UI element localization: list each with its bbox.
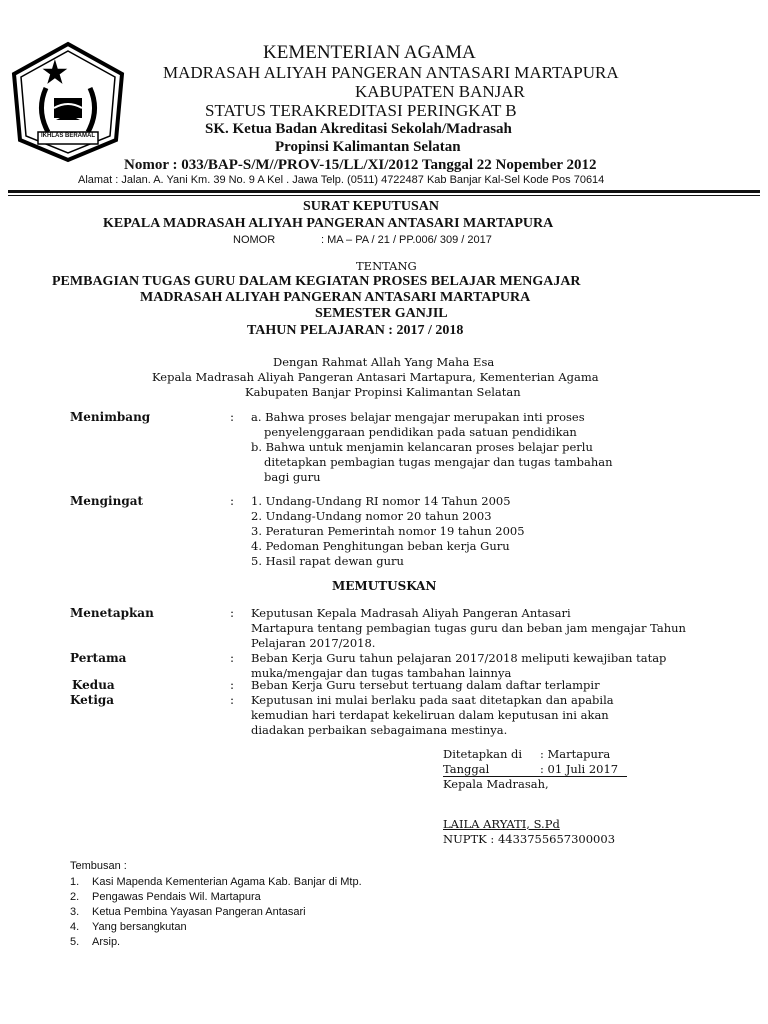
pertama-colon: : <box>230 651 235 665</box>
mengingat-item-1: 1. Undang-Undang RI nomor 14 Tahun 2005 <box>251 494 511 508</box>
header-school: MADRASAH ALIYAH PANGERAN ANTASARI MARTAPURA <box>163 63 619 82</box>
signature-date-value: : 01 Juli 2017 <box>540 762 619 776</box>
header-number: Nomor : 033/BAP-S/M//PROV-15/LL/XI/2012 Tanggal 22 Nopember 2012 <box>124 157 597 173</box>
tembusan-item-5: Arsip. <box>92 936 121 948</box>
tembusan-item-2: Pengawas Pendais Wil. Martapura <box>92 891 261 903</box>
ministry-logo <box>6 40 130 164</box>
signature-nuptk: NUPTK : 4433755657300003 <box>443 832 616 846</box>
ketiga-label: Ketiga <box>70 693 115 707</box>
pertama-label: Pertama <box>70 651 127 665</box>
tembusan-item-4: Yang bersangkutan <box>92 921 187 933</box>
mengingat-item-4: 4. Pedoman Penghitungan beban kerja Guru <box>251 539 510 553</box>
menetapkan-line-2: Martapura tentang pembagian tugas guru dan beban jam mengajar Tahun <box>251 621 686 635</box>
ketiga-line-2: kemudian hari terdapat kekeliruan dalam keputusan ini akan <box>251 708 609 722</box>
decree-subject-2: MADRASAH ALIYAH PANGERAN ANTASARI MARTAPURA <box>140 290 531 305</box>
signature-date-label: Tanggal <box>443 762 490 776</box>
menetapkan-line-1: Keputusan Kepala Madrasah Aliyah Pangeran Antasari <box>251 606 571 620</box>
tembusan-item-1: Kasi Mapenda Kementerian Agama Kab. Banjar di Mtp. <box>92 876 362 888</box>
header-accreditation: STATUS TERAKREDITASI PERINGKAT B <box>205 101 517 120</box>
preamble-line-2: Kepala Madrasah Aliyah Pangeran Antasari Martapura, Kementerian Agama <box>152 370 599 384</box>
signature-place-value: : Martapura <box>540 747 611 761</box>
menimbang-b-3: bagi guru <box>264 470 321 484</box>
ketiga-line-3: diadakan perbaikan sebagaimana mestinya. <box>251 723 508 737</box>
tembusan-num-1: 1. <box>70 876 80 888</box>
header-address: Alamat : Jalan. A. Yani Km. 39 No. 9 A Kel . Jawa Telp. (0511) 4722487 Kab Banjar Kal-Sel Kode Pos 70614 <box>78 174 605 186</box>
tembusan-num-2: 2. <box>70 891 80 903</box>
header-divider-thin <box>8 195 760 196</box>
kedua-colon: : <box>230 678 235 692</box>
tembusan-num-3: 3. <box>70 906 80 918</box>
menimbang-label: Menimbang <box>70 410 151 424</box>
tembusan-num-4: 4. <box>70 921 80 933</box>
preamble-line-3: Kabupaten Banjar Propinsi Kalimantan Selatan <box>245 385 521 399</box>
decree-nomor-value: : MA – PA / 21 / PP.006/ 309 / 2017 <box>321 234 492 246</box>
menetapkan-colon: : <box>230 606 235 620</box>
menetapkan-line-3: Pelajaran 2017/2018. <box>251 636 376 650</box>
preamble-line-1: Dengan Rahmat Allah Yang Maha Esa <box>273 355 495 369</box>
signature-name: LAILA ARYATI, S.Pd <box>443 817 560 831</box>
mengingat-label: Mengingat <box>70 494 144 508</box>
header-sk: SK. Ketua Badan Akreditasi Sekolah/Madrasah <box>205 121 512 137</box>
menimbang-a-2: penyelenggaraan pendidikan pada satuan pendidikan <box>264 425 577 439</box>
decree-nomor-label: NOMOR <box>233 234 276 246</box>
decree-subject-4: TAHUN PELAJARAN : 2017 / 2018 <box>247 323 464 338</box>
pertama-line-2: muka/mengajar dan tugas tambahan lainnya <box>251 666 512 680</box>
decree-issuer: KEPALA MADRASAH ALIYAH PANGERAN ANTASARI MARTAPURA <box>103 216 554 231</box>
logo-motto: IKHLAS BERAMAL <box>41 133 95 139</box>
header-province: Propinsi Kalimantan Selatan <box>275 139 461 155</box>
tembusan-num-5: 5. <box>70 936 80 948</box>
menetapkan-label: Menetapkan <box>70 606 154 620</box>
header-regency: KABUPATEN BANJAR <box>355 82 525 101</box>
decree-title: SURAT KEPUTUSAN <box>303 199 440 214</box>
menimbang-b-1: b. Bahwa untuk menjamin kelancaran proses belajar perlu <box>251 440 593 454</box>
signature-place-label: Ditetapkan di <box>443 747 523 761</box>
pertama-line-1: Beban Kerja Guru tahun pelajaran 2017/2018 meliputi kewajiban tatap <box>251 651 667 665</box>
ketiga-colon: : <box>230 693 235 707</box>
kedua-label: Kedua <box>72 678 115 692</box>
decree-tentang: TENTANG <box>356 259 417 273</box>
tembusan-item-3: Ketua Pembina Yayasan Pangeran Antasari <box>92 906 306 918</box>
tembusan-label: Tembusan : <box>70 860 127 872</box>
menimbang-b-2: ditetapkan pembagian tugas mengajar dan tugas tambahan <box>264 455 613 469</box>
mengingat-item-2: 2. Undang-Undang nomor 20 tahun 2003 <box>251 509 492 523</box>
decree-subject-3: SEMESTER GANJIL <box>315 306 448 321</box>
memutuskan-heading: MEMUTUSKAN <box>332 579 437 593</box>
header-ministry: KEMENTERIAN AGAMA <box>263 42 476 63</box>
header-divider-thick <box>8 190 760 193</box>
mengingat-item-5: 5. Hasil rapat dewan guru <box>251 554 404 568</box>
kedua-line-1: Beban Kerja Guru tersebut tertuang dalam daftar terlampir <box>251 678 600 692</box>
mengingat-colon: : <box>230 494 235 508</box>
signature-position: Kepala Madrasah, <box>443 777 549 791</box>
mengingat-item-3: 3. Peraturan Pemerintah nomor 19 tahun 2005 <box>251 524 525 538</box>
menimbang-a-1: a. Bahwa proses belajar mengajar merupakan inti proses <box>251 410 585 424</box>
menimbang-colon: : <box>230 410 235 424</box>
decree-subject-1: PEMBAGIAN TUGAS GURU DALAM KEGIATAN PROSES BELAJAR MENGAJAR <box>52 274 581 289</box>
ketiga-line-1: Keputusan ini mulai berlaku pada saat ditetapkan dan apabila <box>251 693 614 707</box>
